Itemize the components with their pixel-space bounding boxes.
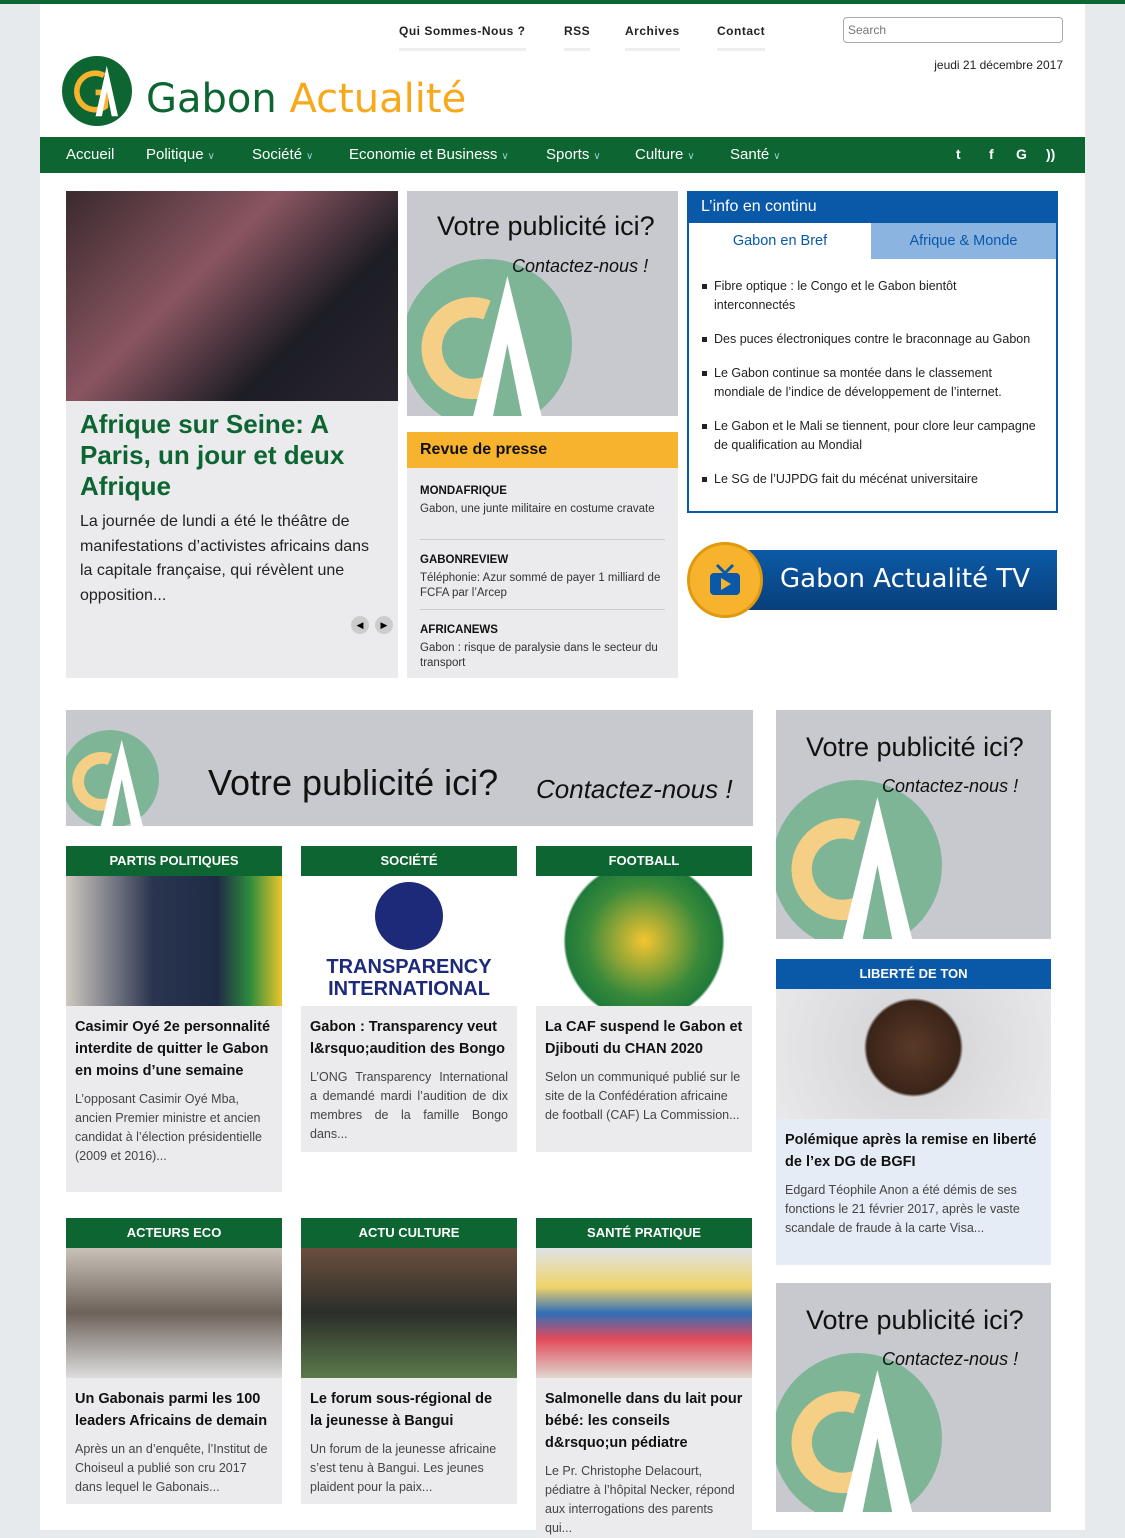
- ad-logo: [776, 780, 948, 939]
- article-title[interactable]: Gabon : Transparency veut l&rsquo;audition des Bongo: [310, 1019, 505, 1057]
- page: [40, 4, 1085, 1535]
- brand-part-2: Actualité: [289, 76, 467, 122]
- nav-societe[interactable]: Société ∨: [252, 146, 314, 163]
- category-header[interactable]: ACTEURS ECO: [66, 1218, 282, 1248]
- google-icon[interactable]: G: [1016, 146, 1027, 162]
- press-review-title: Revue de presse: [407, 432, 678, 468]
- ad-title: Votre publicité ici?: [806, 1305, 1024, 1335]
- rss-icon[interactable]: )): [1046, 146, 1056, 162]
- category-header[interactable]: SOCIÉTÉ: [301, 846, 517, 876]
- article-image[interactable]: [301, 876, 517, 1006]
- article-title[interactable]: Un Gabonais parmi les 100 leaders Africains de demain: [75, 1391, 268, 1429]
- hero-title[interactable]: Afrique sur Seine: A Paris, un jour et deux Afrique: [80, 409, 345, 501]
- nav-sports[interactable]: Sports ∨: [546, 146, 601, 163]
- ad-banner-wide[interactable]: [66, 710, 753, 826]
- chevron-down-icon: ∨: [773, 151, 781, 162]
- ad-title: Votre publicité ici?: [437, 211, 655, 241]
- ad-banner[interactable]: [407, 191, 678, 416]
- article-image[interactable]: [536, 1248, 752, 1378]
- hero-excerpt: La journée de lundi a été le théâtre de manifestations d’activistes africains dans la capitale française, qui révèlent une opposition...: [80, 513, 370, 604]
- ad-contact: Contactez-nous !: [536, 774, 733, 804]
- article-card: [66, 1378, 282, 1504]
- tv-label[interactable]: Gabon Actualité TV: [780, 564, 1031, 594]
- nav-economie[interactable]: Economie et Business ∨: [349, 146, 509, 163]
- hero-image[interactable]: [66, 191, 398, 401]
- article-excerpt: Edgard Téophile Anon a été démis de ses fonctions le 21 février 2017, après le vaste scandale de fraude à la carte Visa...: [785, 1183, 1020, 1235]
- article-title[interactable]: Le forum sous-régional de la jeunesse à Bangui: [310, 1391, 493, 1429]
- nav-culture[interactable]: Culture ∨: [635, 146, 695, 163]
- nav-sante[interactable]: Santé ∨: [730, 146, 781, 163]
- tab-afrique-monde[interactable]: Afrique & Monde: [871, 223, 1056, 259]
- article-card: [301, 1378, 517, 1504]
- ad-title: Votre publicité ici?: [208, 762, 499, 803]
- article-image[interactable]: [776, 989, 1051, 1119]
- article-card: [301, 1006, 517, 1152]
- next-slide-button[interactable]: ▶: [375, 616, 393, 634]
- category-header[interactable]: LIBERTÉ DE TON: [776, 959, 1051, 989]
- article-image[interactable]: [66, 876, 282, 1006]
- ad-contact: Contactez-nous !: [882, 776, 1019, 796]
- list-item[interactable]: Fibre optique : le Congo et le Gabon bientôt interconnectés: [702, 277, 1037, 315]
- category-header[interactable]: SANTÉ PRATIQUE: [536, 1218, 752, 1248]
- ad-contact: Contactez-nous !: [512, 256, 649, 276]
- chevron-down-icon: ∨: [207, 151, 215, 162]
- article-excerpt: L’ONG Transparency International a demandé mardi l’audition de dix membres de la famille Bongo dans...: [310, 1070, 508, 1141]
- article-excerpt: Un forum de la jeunesse africaine s’est tenu à Bangui. Les jeunes plaident pour la paix...: [310, 1442, 497, 1494]
- article-excerpt: L’opposant Casimir Oyé Mba, ancien Premier ministre et ancien candidat à l’élection présidentielle (2009 et 2016)...: [75, 1092, 262, 1163]
- site-logo[interactable]: [62, 56, 132, 126]
- link-archives[interactable]: Archives: [625, 24, 680, 51]
- nav-accueil[interactable]: Accueil: [66, 146, 115, 163]
- news-ticker-title: L’info en continu: [687, 191, 1058, 223]
- category-header[interactable]: FOOTBALL: [536, 846, 752, 876]
- article-excerpt: Selon un communiqué publié sur le site de la Confédération africaine de football (CAF) La Commission...: [545, 1070, 741, 1122]
- article-title[interactable]: Polémique après la remise en liberté de l’ex DG de BGFI: [785, 1132, 1037, 1170]
- site-name[interactable]: [146, 76, 466, 122]
- article-title[interactable]: La CAF suspend le Gabon et Djibouti du CHAN 2020: [545, 1019, 743, 1057]
- chevron-down-icon: ∨: [687, 151, 695, 162]
- article-image[interactable]: [301, 1248, 517, 1378]
- press-item[interactable]: GABONREVIEW Téléphonie: Azur sommé de payer 1 milliard de FCFA par l’Arcep: [420, 554, 661, 599]
- article-title[interactable]: Salmonelle dans du lait pour bébé: les conseils d&rsquo;un pédiatre: [545, 1391, 743, 1451]
- main-nav: [40, 137, 1085, 173]
- category-header[interactable]: PARTIS POLITIQUES: [66, 846, 282, 876]
- link-about[interactable]: Qui Sommes-Nous ?: [399, 24, 526, 51]
- article-title[interactable]: Casimir Oyé 2e personnalité interdite de quitter le Gabon en moins d’une semaine: [75, 1019, 271, 1079]
- brand-part-1: Gabon: [146, 76, 277, 122]
- tv-icon: [687, 542, 763, 618]
- list-item[interactable]: Le Gabon et le Mali se tiennent, pour clore leur campagne de qualification au Mondial: [702, 417, 1037, 455]
- article-excerpt: Le Pr. Christophe Delacourt, pédiatre à l’hôpital Necker, répond aux interrogations des parents qui...: [545, 1464, 735, 1535]
- press-item[interactable]: MONDAFRIQUE Gabon, une junte militaire en costume cravate: [420, 485, 655, 515]
- news-ticker-list: [702, 277, 1037, 504]
- chevron-down-icon: ∨: [501, 151, 509, 162]
- tab-gabon-en-bref[interactable]: Gabon en Bref: [689, 223, 871, 259]
- article-card: [536, 1378, 752, 1538]
- chevron-down-icon: ∨: [593, 151, 601, 162]
- list-item[interactable]: Le SG de l’UJPDG fait du mécénat universitaire: [702, 470, 1037, 489]
- article-card: [776, 1119, 1051, 1265]
- ad-logo: [66, 730, 159, 826]
- ad-title: Votre publicité ici?: [806, 732, 1024, 762]
- link-contact[interactable]: Contact: [717, 24, 765, 51]
- twitter-icon[interactable]: t: [956, 146, 961, 162]
- current-date: jeudi 21 décembre 2017: [934, 58, 1063, 72]
- article-excerpt: Après un an d’enquête, l’Institut de Choiseul a publié son cru 2017 dans lequel le Gabonais...: [75, 1442, 268, 1494]
- list-item[interactable]: Des puces électroniques contre le braconnage au Gabon: [702, 330, 1037, 349]
- link-rss[interactable]: RSS: [564, 24, 590, 51]
- category-header[interactable]: ACTU CULTURE: [301, 1218, 517, 1248]
- article-card: [66, 1006, 282, 1192]
- article-card: [536, 1006, 752, 1152]
- ad-banner[interactable]: [776, 1283, 1051, 1512]
- ad-logo: [407, 259, 577, 416]
- transparency-logo: [375, 882, 443, 950]
- list-item[interactable]: Le Gabon continue sa montée dans le classement mondiale de l’indice de développement de l’internet.: [702, 364, 1037, 402]
- hero-text: [80, 409, 385, 608]
- logo-text: TRANSPARENCY INTERNATIONAL: [326, 956, 492, 1000]
- article-image[interactable]: [536, 876, 752, 1006]
- search-input[interactable]: [843, 17, 1063, 43]
- nav-politique[interactable]: Politique ∨: [146, 146, 215, 163]
- ad-logo: [776, 1353, 948, 1512]
- ad-contact: Contactez-nous !: [882, 1349, 1019, 1369]
- facebook-icon[interactable]: f: [989, 146, 994, 162]
- press-item[interactable]: AFRICANEWS Gabon : risque de paralysie dans le secteur du transport: [420, 624, 658, 669]
- ad-banner[interactable]: [776, 710, 1051, 939]
- prev-slide-button[interactable]: ◀: [351, 616, 369, 634]
- chevron-down-icon: ∨: [306, 151, 314, 162]
- article-image[interactable]: [66, 1248, 282, 1378]
